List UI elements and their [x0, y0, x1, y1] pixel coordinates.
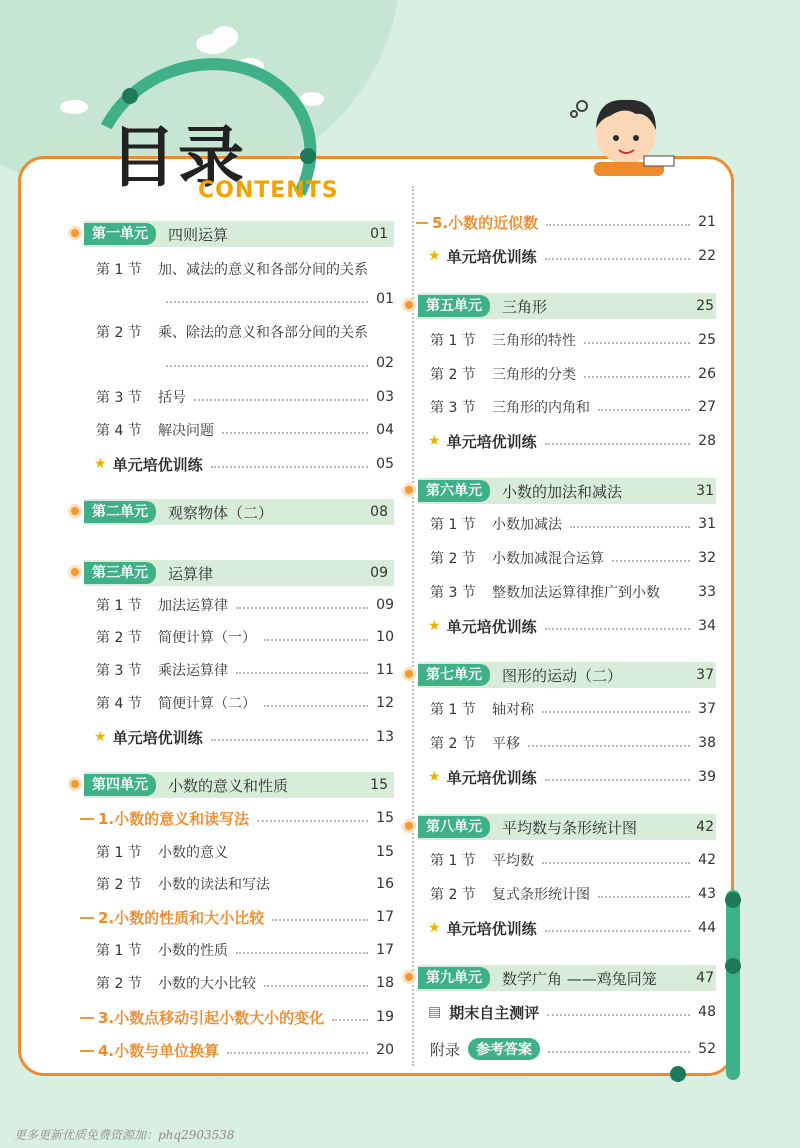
toc-section-row[interactable]	[430, 545, 716, 571]
toc-section-row[interactable]	[430, 394, 716, 420]
section-number: 第 4 节	[96, 696, 142, 712]
page-number: 42	[698, 852, 716, 868]
leader-dots	[264, 979, 368, 987]
section-number: 第 3 节	[96, 390, 142, 406]
leader-dots	[546, 218, 690, 226]
section-number: 第 2 节	[430, 736, 476, 752]
leader-dots	[236, 666, 368, 674]
toc-section-row[interactable]	[430, 579, 716, 605]
section-title: 解决问题	[158, 423, 214, 439]
section-title: 三角形的内角和	[492, 400, 590, 416]
unit-bullet	[68, 226, 82, 240]
side-rail	[726, 890, 740, 1080]
section-title: 整数加法运算律推广到小数	[492, 585, 660, 601]
leader-dots	[236, 848, 368, 856]
toc-section-row[interactable]	[430, 847, 716, 873]
toc-section-row[interactable]	[96, 417, 394, 443]
toc-training-row[interactable]	[428, 428, 716, 454]
unit-tag: 第一单元	[84, 223, 156, 245]
section-number: 第 3 节	[430, 400, 476, 416]
unit-bullet	[402, 819, 416, 833]
leader-dots	[236, 601, 368, 609]
section-title: 小数加减法	[492, 517, 562, 533]
column-divider	[412, 186, 414, 1066]
section-title: 三角形的分类	[492, 367, 576, 383]
leader-dots	[166, 359, 368, 367]
toc-section-row[interactable]	[430, 730, 716, 756]
exam-title: 期末自主测评	[449, 1003, 540, 1022]
toc-section-row[interactable]	[430, 696, 716, 722]
leader-dots	[222, 426, 368, 434]
unit-title: 小数的意义和性质	[168, 776, 289, 795]
toc-section-row[interactable]	[430, 327, 716, 353]
toc-unit-row[interactable]	[418, 478, 716, 504]
leader-dots	[194, 393, 368, 401]
unit-tag: 第六单元	[418, 480, 490, 502]
unit-bullet	[402, 298, 416, 312]
page-number: 25	[696, 298, 714, 314]
subtopic-marker	[80, 1050, 94, 1052]
unit-title: 平均数与条形统计图	[502, 818, 638, 837]
training-title: 单元培优训练	[446, 432, 537, 451]
training-title: 单元培优训练	[446, 247, 537, 266]
toc-training-row[interactable]	[94, 451, 394, 477]
toc-subtopic-row[interactable]	[98, 1037, 394, 1063]
cloud-shape	[300, 92, 324, 106]
leader-dots	[545, 252, 691, 260]
toc-unit-row[interactable]	[418, 965, 716, 991]
toc-unit-row[interactable]	[418, 662, 716, 688]
page-number: 31	[698, 516, 716, 532]
unit-bullet	[402, 667, 416, 681]
page-number: 25	[698, 332, 716, 348]
toc-subtopic-row[interactable]	[98, 1004, 394, 1030]
unit-tag: 第八单元	[418, 816, 490, 838]
page-number: 15	[376, 844, 394, 860]
section-title: 平均数	[492, 853, 534, 869]
section-number: 第 2 节	[96, 325, 142, 341]
unit-bullet	[402, 483, 416, 497]
page-number: 47	[696, 970, 714, 986]
toc-section-row[interactable]	[96, 384, 394, 410]
page-number: 17	[376, 942, 394, 958]
page-number: 39	[698, 769, 716, 785]
leader-dots	[545, 437, 691, 445]
toc-section-row[interactable]	[96, 690, 394, 716]
cloud-shape	[60, 100, 88, 114]
leader-dots	[584, 336, 690, 344]
leader-dots	[668, 588, 690, 596]
leader-dots	[548, 1045, 690, 1053]
page-number: 26	[698, 366, 716, 382]
page-number: 37	[696, 667, 714, 683]
toc-section-row[interactable]	[430, 881, 716, 907]
section-title: 平移	[492, 736, 520, 752]
page-title: 目录	[110, 119, 246, 196]
toc-unit-row[interactable]	[84, 499, 394, 525]
section-number: 第 1 节	[96, 598, 142, 614]
section-number: 第 1 节	[430, 333, 476, 349]
leader-dots	[211, 733, 369, 741]
section-number: 第 1 节	[96, 262, 142, 278]
section-title: 小数的大小比较	[158, 976, 256, 992]
toc-section-row[interactable]	[96, 592, 394, 618]
section-title: 轴对称	[492, 702, 534, 718]
star-icon: ★	[428, 920, 441, 936]
section-title: 三角形的特性	[492, 333, 576, 349]
toc-section-row[interactable]	[430, 361, 716, 387]
page-number: 11	[376, 662, 394, 678]
toc-section-row[interactable]	[96, 839, 394, 865]
boy-mascot-icon	[564, 84, 684, 180]
page-number: 05	[376, 456, 394, 472]
document-icon: ▤	[428, 1004, 442, 1020]
leader-dots	[227, 1046, 368, 1054]
toc-section-row[interactable]	[96, 319, 394, 345]
title-dot	[300, 148, 316, 164]
subtopic-marker	[416, 222, 428, 224]
leader-dots	[570, 520, 690, 528]
page-number: 31	[696, 483, 714, 499]
unit-title: 运算律	[168, 564, 214, 583]
page-number: 01	[370, 226, 388, 242]
rail-dot	[725, 958, 741, 974]
leader-dots	[584, 370, 690, 378]
subtopic-title: 2.小数的性质和大小比较	[98, 908, 265, 927]
toc-unit-row[interactable]	[84, 560, 394, 586]
section-title: 复式条形统计图	[492, 887, 590, 903]
leader-dots	[598, 890, 690, 898]
section-title: 加法运算律	[158, 598, 228, 614]
leader-dots	[264, 699, 368, 707]
section-number: 第 2 节	[96, 976, 142, 992]
leader-dots	[332, 1013, 368, 1021]
rail-dot	[670, 1066, 686, 1082]
subtopic-marker	[80, 1017, 94, 1019]
page-number: 10	[376, 629, 394, 645]
section-title: 加、减法的意义和各部分间的关系	[158, 262, 368, 278]
section-number: 第 1 节	[430, 702, 476, 718]
subtopic-marker	[80, 818, 94, 820]
toc-training-row[interactable]	[428, 243, 716, 269]
page-number: 15	[376, 810, 394, 826]
section-number: 第 2 节	[430, 367, 476, 383]
leader-dots	[545, 773, 691, 781]
leader-dots	[278, 880, 368, 888]
section-number: 第 1 节	[96, 943, 142, 959]
page-number: 20	[376, 1042, 394, 1058]
page-number: 44	[698, 920, 716, 936]
toc-section-row[interactable]	[96, 657, 394, 683]
toc-training-row[interactable]	[428, 915, 716, 941]
toc-subtopic-row[interactable]	[432, 209, 716, 235]
subtopic-title: 1.小数的意义和读写法	[98, 809, 250, 828]
page-number: 17	[376, 909, 394, 925]
rail-dot	[725, 892, 741, 908]
section-number: 第 2 节	[96, 630, 142, 646]
star-icon: ★	[428, 618, 441, 634]
toc-unit-row[interactable]	[418, 814, 716, 840]
unit-tag: 第二单元	[84, 501, 156, 523]
page-number: 21	[698, 214, 716, 230]
page-number: 37	[698, 701, 716, 717]
unit-title: 小数的加法和减法	[502, 482, 623, 501]
leader-dots	[236, 946, 368, 954]
toc-section-row[interactable]	[96, 970, 394, 996]
page-number: 34	[698, 618, 716, 634]
toc-section-continuation[interactable]	[158, 286, 394, 312]
toc-section-row[interactable]	[430, 511, 716, 537]
toc-unit-row[interactable]	[418, 293, 716, 319]
unit-title: 图形的运动（二）	[502, 666, 623, 685]
page-number: 32	[698, 550, 716, 566]
cloud-shape	[212, 26, 238, 48]
unit-tag: 第三单元	[84, 562, 156, 584]
page-number: 16	[376, 876, 394, 892]
page-number: 09	[376, 597, 394, 613]
section-number: 第 2 节	[96, 877, 142, 893]
star-icon: ★	[428, 433, 441, 449]
unit-tag: 第九单元	[418, 967, 490, 989]
toc-subtopic-row[interactable]	[98, 805, 394, 831]
unit-bullet	[68, 565, 82, 579]
toc-section-row[interactable]	[96, 624, 394, 650]
unit-tag: 第五单元	[418, 295, 490, 317]
section-title: 小数的性质	[158, 943, 228, 959]
page-number: 48	[698, 1004, 716, 1020]
section-number: 第 2 节	[430, 887, 476, 903]
page-number: 28	[698, 433, 716, 449]
toc-training-row[interactable]	[428, 613, 716, 639]
unit-title: 三角形	[502, 297, 548, 316]
leader-dots	[542, 705, 690, 713]
unit-bullet	[68, 777, 82, 791]
toc-unit-row[interactable]	[84, 772, 394, 798]
page-number: 18	[376, 975, 394, 991]
page-number: 02	[376, 355, 394, 371]
unit-bullet	[402, 970, 416, 984]
page-subtitle: CONTENTS	[198, 178, 339, 203]
footer-note: 更多更新优质免费资源加：phq2903538	[14, 1128, 235, 1142]
star-icon: ★	[428, 769, 441, 785]
section-number: 第 3 节	[430, 585, 476, 601]
page-number: 22	[698, 248, 716, 264]
leader-dots	[272, 913, 368, 921]
leader-dots	[257, 814, 368, 822]
unit-title: 四则运算	[168, 225, 229, 244]
training-title: 单元培优训练	[446, 919, 537, 938]
page-number: 12	[376, 695, 394, 711]
page-number: 04	[376, 422, 394, 438]
page-number: 43	[698, 886, 716, 902]
page-number: 19	[376, 1009, 394, 1025]
section-number: 第 2 节	[430, 551, 476, 567]
training-title: 单元培优训练	[112, 728, 203, 747]
page-number: 03	[376, 389, 394, 405]
section-number: 第 1 节	[96, 845, 142, 861]
leader-dots	[598, 403, 690, 411]
leader-dots	[547, 1008, 690, 1016]
leader-dots	[211, 460, 369, 468]
section-title: 乘、除法的意义和各部分间的关系	[158, 325, 368, 341]
section-title: 小数的意义	[158, 845, 228, 861]
toc-unit-row[interactable]	[84, 221, 394, 247]
training-title: 单元培优训练	[112, 455, 203, 474]
unit-title: 观察物体（二）	[168, 503, 274, 522]
unit-title: 数学广角 ——鸡兔同笼	[502, 969, 657, 988]
section-title: 小数加减混合运算	[492, 551, 604, 567]
page-number: 15	[370, 777, 388, 793]
page-number: 38	[698, 735, 716, 751]
subtopic-marker	[80, 917, 94, 919]
unit-tag: 第七单元	[418, 664, 490, 686]
leader-dots	[612, 554, 690, 562]
leader-dots	[545, 622, 691, 630]
leader-dots	[528, 739, 690, 747]
page-number: 33	[698, 584, 716, 600]
leader-dots	[545, 924, 691, 932]
toc-section-continuation[interactable]	[158, 350, 394, 376]
toc-appendix-row[interactable]	[430, 1036, 716, 1062]
page-number: 09	[370, 565, 388, 581]
leader-dots	[166, 295, 368, 303]
answer-pill: 参考答案	[468, 1038, 540, 1060]
toc-section-row[interactable]	[96, 256, 394, 282]
unit-bullet	[68, 504, 82, 518]
page-number: 13	[376, 729, 394, 745]
page-number: 42	[696, 819, 714, 835]
page-number: 01	[376, 291, 394, 307]
toc-section-row[interactable]	[96, 937, 394, 963]
leader-dots	[264, 633, 368, 641]
training-title: 单元培优训练	[446, 768, 537, 787]
subtopic-title: 5.小数的近似数	[432, 213, 539, 232]
toc-exam-row[interactable]	[428, 999, 716, 1025]
section-title: 简便计算（一）	[158, 630, 256, 646]
toc-training-row[interactable]	[428, 764, 716, 790]
toc-training-row[interactable]	[94, 724, 394, 750]
subtopic-title: 3.小数点移动引起小数大小的变化	[98, 1008, 325, 1027]
page-number: 08	[370, 504, 388, 520]
toc-subtopic-row[interactable]	[98, 904, 394, 930]
star-icon: ★	[428, 248, 441, 264]
section-title: 乘法运算律	[158, 663, 228, 679]
section-number: 第 3 节	[96, 663, 142, 679]
section-title: 括号	[158, 390, 186, 406]
toc-section-row[interactable]	[96, 871, 394, 897]
title-dot	[122, 88, 138, 104]
appendix-label: 附录	[430, 1040, 461, 1059]
subtopic-title: 4.小数与单位换算	[98, 1041, 220, 1060]
section-number: 第 4 节	[96, 423, 142, 439]
section-number: 第 1 节	[430, 517, 476, 533]
section-title: 简便计算（二）	[158, 696, 256, 712]
section-title: 小数的读法和写法	[158, 877, 270, 893]
star-icon: ★	[94, 456, 107, 472]
star-icon: ★	[94, 729, 107, 745]
leader-dots	[542, 856, 690, 864]
section-number: 第 1 节	[430, 853, 476, 869]
training-title: 单元培优训练	[446, 617, 537, 636]
unit-tag: 第四单元	[84, 774, 156, 796]
page-number: 27	[698, 399, 716, 415]
page-number: 52	[698, 1041, 716, 1057]
